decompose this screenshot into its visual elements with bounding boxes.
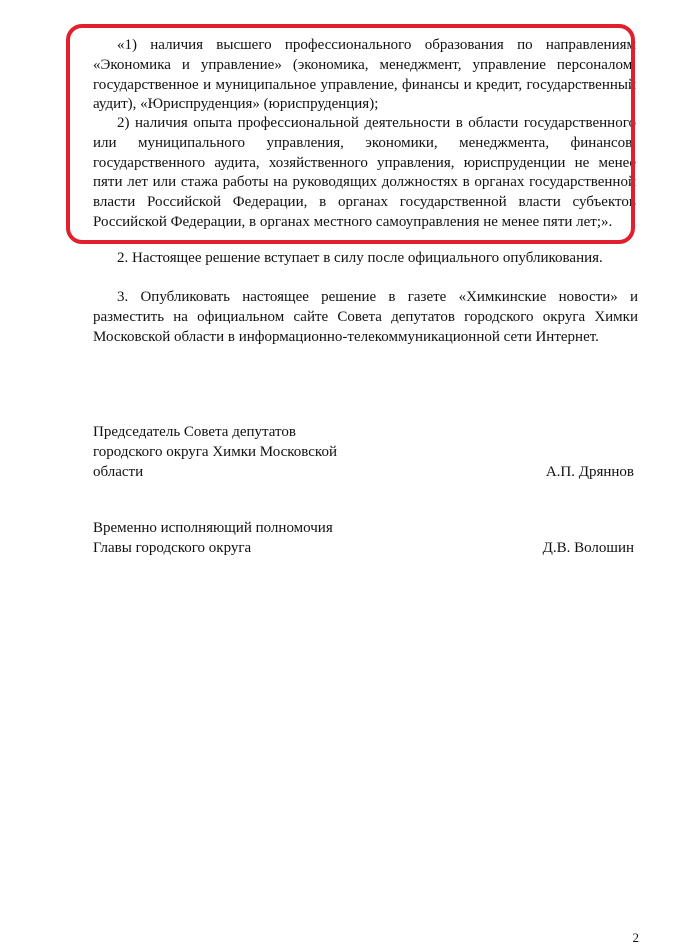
chair-name: А.П. Дряннов <box>545 464 634 480</box>
chair-title-line-1: Председатель Совета депутатов <box>93 424 296 440</box>
quote-paragraph-2: 2) наличия опыта профессиональной деятельности в области государственного или муниципального управления, экономики, менеджмента, финансов, государственного аудита, хозяйственного управления, юриспруденции не менее пяти лет или стажа работы на руководящих должностях в органах государственной власти Российской Федерации, в органах государственной власти субъектов Российской Федерации, в органах местного самоуправления не менее пяти лет;». <box>93 115 636 230</box>
quote-paragraph-1: «1) наличия высшего профессионального образования по направлениям «Экономика и управление» (экономика, менеджмент, управление персоналом, государственное и муниципальное управление, финансы и кредит, государственный аудит), «Юриспруденция» (юриспруденция); <box>93 37 636 113</box>
chair-title-line-2: городского округа Химки Московской <box>93 444 337 460</box>
acting-title-line-2: Главы городского округа <box>93 540 252 556</box>
acting-title-line-1: Временно исполняющий полномочия <box>93 520 333 536</box>
item-3-paragraph: 3. Опубликовать настоящее решение в газете «Химкинские новости» и разместить на официальном сайте Совета депутатов городского округа Химки Московской области в информационно-телекоммуникационной сети Интернет. <box>93 289 638 345</box>
red-highlight-frame <box>66 24 635 244</box>
acting-name: Д.В. Волошин <box>542 540 634 556</box>
chair-title-line-3: области <box>93 464 144 480</box>
item-2-paragraph: 2. Настоящее решение вступает в силу после официального опубликования. <box>117 250 603 266</box>
page-number: 2 <box>632 930 639 945</box>
